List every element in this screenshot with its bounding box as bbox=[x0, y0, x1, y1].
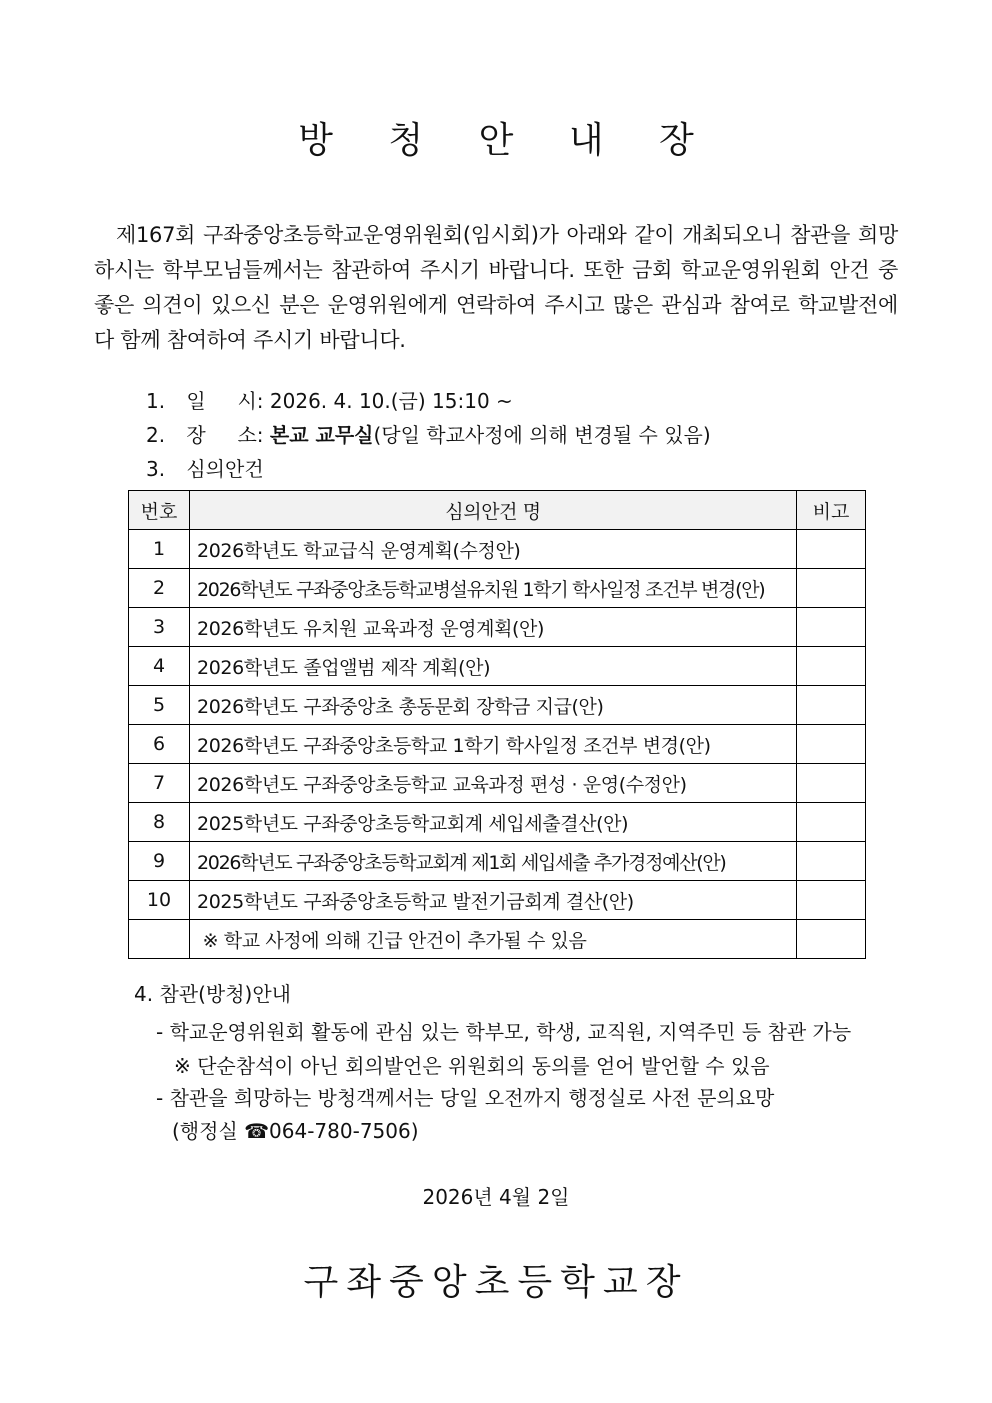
table-row bbox=[129, 842, 866, 881]
row-note bbox=[797, 647, 866, 686]
row-note bbox=[797, 920, 866, 959]
table-row bbox=[129, 647, 866, 686]
header-note: 비고 bbox=[797, 491, 866, 530]
intro-paragraph: 제167회 구좌중앙초등학교운영위원회(임시회)가 아래와 같이 개최되오니 참관을 희망하시는 학부모님들께서는 참관하여 주시기 바랍니다. 또한 금회 학교운영위원회 안건 중 좋은 의견이 있으신 분은 운영위원에게 연락하여 주시고 많은 관심과 참여로 학교발전에 다 함께 참여하여 주시기 바랍니다. bbox=[94, 223, 898, 352]
table-row bbox=[129, 530, 866, 569]
section4-line3: - 참관을 희망하는 방청객께서는 당일 오전까지 행정실로 사전 문의요망 bbox=[156, 1086, 775, 1110]
signature: 구좌중앙초등학교장 bbox=[303, 1262, 689, 1303]
table-row bbox=[129, 803, 866, 842]
row-title: 2025학년도 구좌중앙초등학교 발전기금회계 결산(안) bbox=[190, 881, 797, 920]
row-number: 7 bbox=[129, 764, 190, 803]
item-date-value: 2026. 4. 10.(금) 15:10 ~ bbox=[269, 389, 513, 413]
header-title: 심의안건 명 bbox=[190, 491, 797, 530]
row-number: 8 bbox=[129, 803, 190, 842]
table-row bbox=[129, 569, 866, 608]
section4-line2: ※ 단순참석이 아닌 회의발언은 위원회의 동의를 얻어 발언할 수 있음 bbox=[174, 1054, 770, 1078]
item-date bbox=[146, 385, 513, 414]
row-number: 2 bbox=[129, 569, 190, 608]
row-title: 2026학년도 구좌중앙초등학교 교육과정 편성 · 운영(수정안) bbox=[190, 764, 797, 803]
agenda-table bbox=[128, 490, 866, 959]
item-agenda bbox=[146, 453, 264, 482]
row-title: 2026학년도 구좌중앙초 총동문회 장학금 지급(안) bbox=[190, 686, 797, 725]
item-place-value-rest: (당일 학교사정에 의해 변경될 수 있음) bbox=[373, 423, 711, 447]
section4-heading: 4. 참관(방청)안내 bbox=[134, 982, 291, 1006]
row-note bbox=[797, 530, 866, 569]
row-number: 1 bbox=[129, 530, 190, 569]
table-row bbox=[129, 920, 866, 959]
row-title: 2026학년도 졸업앨범 제작 계획(안) bbox=[190, 647, 797, 686]
row-note bbox=[797, 608, 866, 647]
item-place-number: 2. bbox=[146, 423, 166, 447]
row-title: 2026학년도 학교급식 운영계획(수정안) bbox=[190, 530, 797, 569]
item-place-label: 장 소: bbox=[186, 423, 264, 447]
table-row bbox=[129, 881, 866, 920]
row-title: 2025학년도 구좌중앙초등학교회계 세입세출결산(안) bbox=[190, 803, 797, 842]
table-row bbox=[129, 608, 866, 647]
row-title: 2026학년도 구좌중앙초등학교병설유치원 1학기 학사일정 조건부 변경(안) bbox=[190, 569, 797, 608]
document-title: 방 청 안 내 장 bbox=[298, 120, 716, 161]
issue-date: 2026년 4월 2일 bbox=[422, 1185, 570, 1209]
section4-line1: - 학교운영위원회 활동에 관심 있는 학부모, 학생, 교직원, 지역주민 등 참관 가능 bbox=[156, 1020, 852, 1044]
row-number: 9 bbox=[129, 842, 190, 881]
row-note bbox=[797, 569, 866, 608]
section4-line4: (행정실 ☎064-780-7506) bbox=[172, 1119, 419, 1143]
row-note bbox=[797, 725, 866, 764]
row-note bbox=[797, 764, 866, 803]
table-row bbox=[129, 725, 866, 764]
row-note bbox=[797, 803, 866, 842]
row-number: 3 bbox=[129, 608, 190, 647]
row-note bbox=[797, 842, 866, 881]
row-number: 4 bbox=[129, 647, 190, 686]
agenda-table-header bbox=[129, 491, 866, 530]
item-place-value-bold: 본교 교무실 bbox=[269, 423, 374, 447]
item-agenda-label: 심의안건 bbox=[186, 457, 264, 481]
row-note bbox=[797, 686, 866, 725]
row-title: 2026학년도 구좌중앙초등학교회계 제1회 세입세출 추가경정예산(안) bbox=[190, 842, 797, 881]
item-place bbox=[146, 419, 711, 448]
item-agenda-number: 3. bbox=[146, 457, 166, 481]
row-number bbox=[129, 920, 190, 959]
item-date-number: 1. bbox=[146, 389, 166, 413]
table-row bbox=[129, 764, 866, 803]
row-title: ※ 학교 사정에 의해 긴급 안건이 추가될 수 있음 bbox=[190, 920, 797, 959]
row-number: 5 bbox=[129, 686, 190, 725]
item-date-label: 일 시: bbox=[186, 389, 264, 413]
row-note bbox=[797, 881, 866, 920]
row-number: 6 bbox=[129, 725, 190, 764]
row-number: 10 bbox=[129, 881, 190, 920]
table-row bbox=[129, 686, 866, 725]
header-number: 번호 bbox=[129, 491, 190, 530]
row-title: 2026학년도 유치원 교육과정 운영계획(안) bbox=[190, 608, 797, 647]
row-title: 2026학년도 구좌중앙초등학교 1학기 학사일정 조건부 변경(안) bbox=[190, 725, 797, 764]
